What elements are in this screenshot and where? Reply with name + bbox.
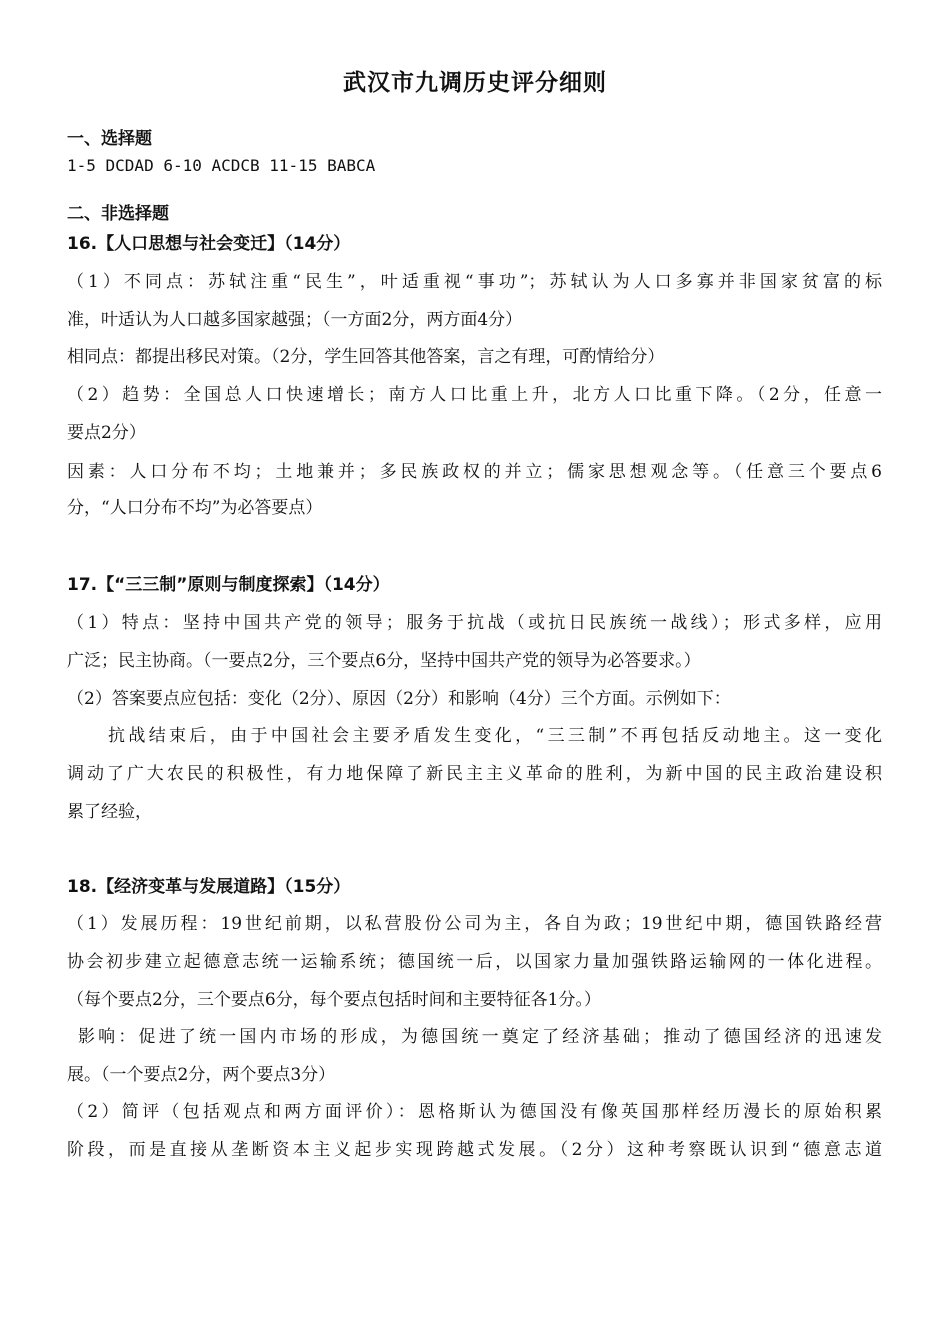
- q17-line: （2）答案要点应包括：变化（2分）、原因（2分）和影响（4分）三个方面。示例如下：: [67, 689, 731, 709]
- q16-heading: 16.【人口思想与社会变迁】（14分）: [67, 234, 351, 254]
- q18-heading: 18.【经济变革与发展道路】（15分）: [67, 877, 351, 897]
- q18-line: （2）简评（包括观点和两方面评价）：恩格斯认为德国没有像英国那样经历漫长的原始积累: [67, 1102, 882, 1122]
- page-title: 武汉市九调历史评分细则: [343, 70, 607, 96]
- section1-heading: 一、选择题: [67, 129, 152, 149]
- q18-line: 展。（一个要点2分，两个要点3分）: [67, 1065, 336, 1085]
- q18-line: 影响：促进了统一国内市场的形成，为德国统一奠定了经济基础；推动了德国经济的迅速发: [78, 1027, 882, 1047]
- q16-line: 因素：人口分布不均；土地兼并；多民族政权的并立；儒家思想观念等。（任意三个要点6: [67, 462, 882, 482]
- q16-line: （2）趋势：全国总人口快速增长；南方人口比重上升，北方人口比重下降。（2分，任意一: [67, 385, 882, 405]
- q18-line: （每个要点2分，三个要点6分，每个要点包括时间和主要特征各1分。）: [67, 990, 601, 1010]
- q16-line: 准，叶适认为人口越多国家越强；（一方面2分，两方面4分）: [67, 310, 523, 330]
- q18-line: 阶段，而是直接从垄断资本主义起步实现跨越式发展。（2分）这种考察既认识到“德意志道: [67, 1140, 882, 1160]
- q17-line: 累了经验，: [67, 802, 152, 822]
- q16-line: 分，“人口分布不均”为必答要点）: [67, 498, 323, 518]
- q17-line: （1）特点：坚持中国共产党的领导；服务于抗战（或抗日民族统一战线）；形式多样，应用: [67, 613, 882, 633]
- q18-line: 协会初步建立起德意志统一运输系统；德国统一后，以国家力量加强铁路运输网的一体化进程。: [67, 952, 882, 972]
- q17-line: 调动了广大农民的积极性，有力地保障了新民主主义革命的胜利，为新中国的民主政治建设积: [67, 764, 882, 784]
- q18-line: （1）发展历程：19世纪前期，以私营股份公司为主，各自为政；19世纪中期，德国铁路经营: [67, 914, 882, 934]
- q17-line: 抗战结束后，由于中国社会主要矛盾发生变化，“三三制”不再包括反动地主。这一变化: [108, 726, 882, 746]
- q16-line: 相同点：都提出移民对策。（2分，学生回答其他答案，言之有理，可酌情给分）: [67, 347, 665, 367]
- q17-line: 广泛；民主协商。（一要点2分，三个要点6分，坚持中国共产党的领导为必答要求。）: [67, 651, 701, 671]
- q17-heading: 17.【“三三制”原则与制度探索】（14分）: [67, 575, 390, 595]
- q16-line: （1）不同点：苏轼注重“民生”，叶适重视“事功”；苏轼认为人口多寡并非国家贫富的标: [67, 272, 882, 292]
- choice-answers: 1-5 DCDAD 6-10 ACDCB 11-15 BABCA: [67, 156, 376, 175]
- section2-heading: 二、非选择题: [67, 204, 169, 224]
- q16-line: 要点2分）: [67, 423, 146, 443]
